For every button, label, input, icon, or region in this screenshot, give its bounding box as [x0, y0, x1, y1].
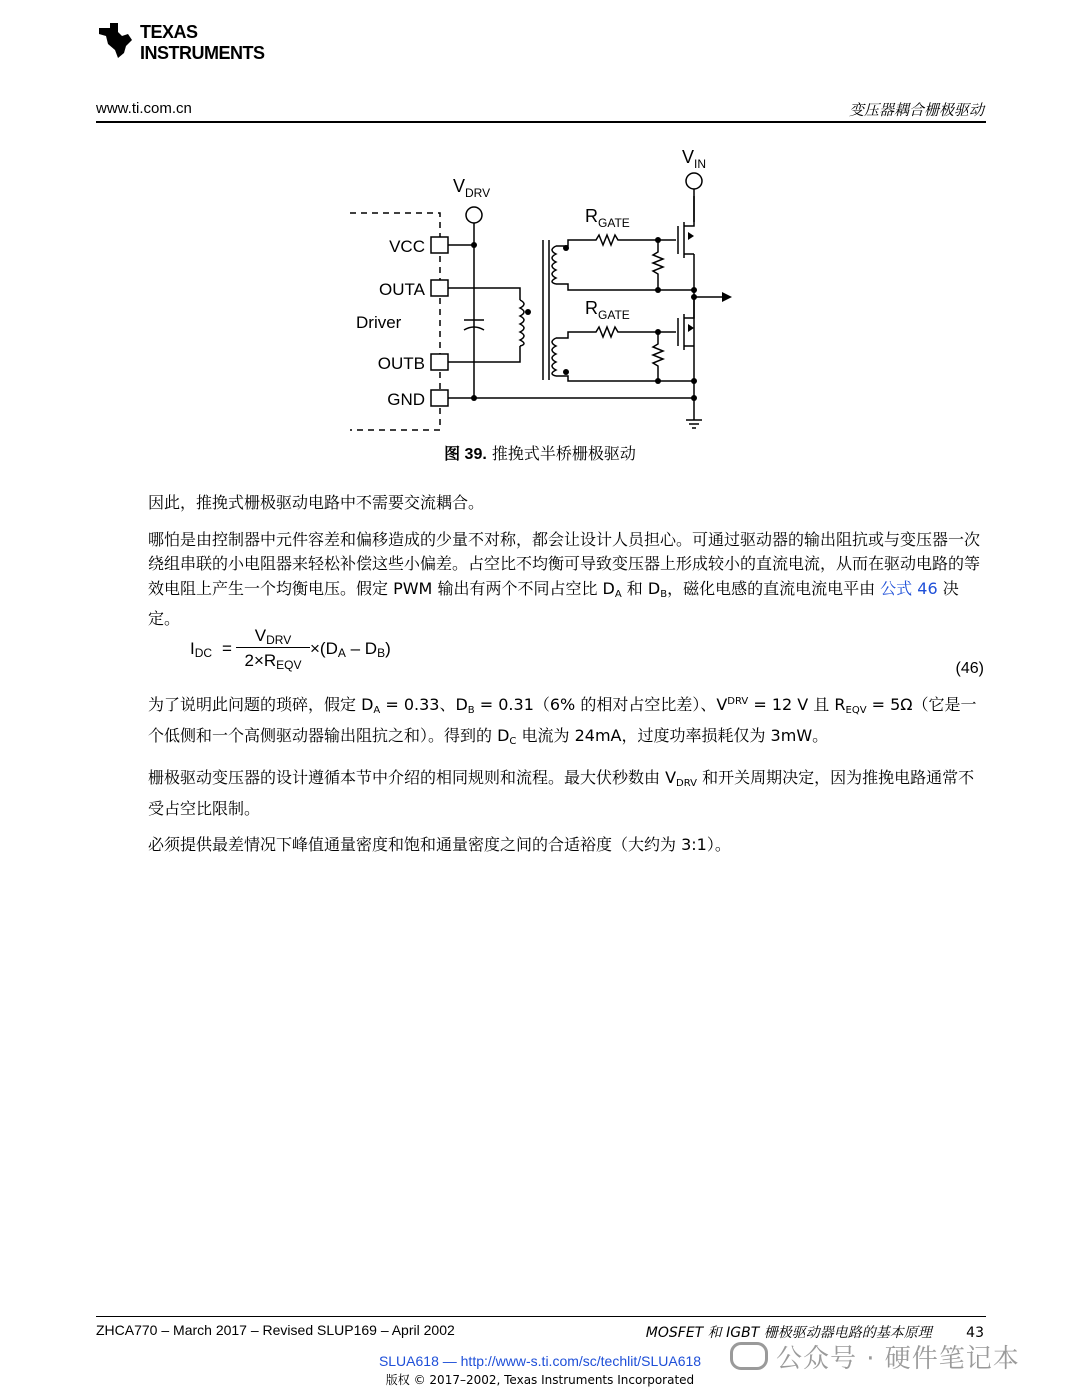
- label-outa: OUTA: [379, 280, 425, 299]
- footer-link[interactable]: SLUA618 — http://www-s.ti.com/sc/techlit/SLUA618: [378, 1353, 702, 1369]
- figure-number: 图 39.: [444, 446, 487, 463]
- wechat-icon: [730, 1342, 768, 1370]
- section-title: 变压器耦合栅极驱动: [848, 101, 984, 119]
- figure-caption: [0, 441, 1080, 464]
- label-outb: OUTB: [377, 354, 425, 373]
- site-url[interactable]: www.ti.com.cn: [96, 100, 192, 117]
- label-vin: $V_{IN}$: [682, 147, 707, 171]
- label-rgate-1: $R_{GATE}$: [585, 206, 630, 230]
- logo-line2: INSTRUMENTS: [140, 43, 265, 63]
- footer-copyright: 版权 © 2017–2002, Texas Instruments Incorporated: [385, 1373, 695, 1387]
- equation-link[interactable]: 公式 46: [880, 578, 938, 598]
- ti-logo: [96, 20, 266, 65]
- label-driver: Driver: [356, 313, 402, 332]
- label-gnd: GND: [387, 390, 425, 409]
- page-number: 43: [966, 1325, 984, 1341]
- equation-46: $I_{DC}$ = $V_{DRV}$ $2\times R_{EQV}$ $\times(D_A - D_B)$: [190, 626, 391, 672]
- footer-doc-id: ZHCA770 – March 2017 – Revised SLUP169 – April 2002: [96, 1322, 455, 1338]
- paragraph-4: 栅极驱动变压器的设计遵循本节中介绍的相同规则和流程。最大伏秒数由 $V_{DRV}$ 和开关周期决定，因为推挽电路通常不受占空比限制。: [148, 768, 975, 818]
- header-rule: [96, 121, 986, 123]
- logo-line1: TEXAS: [140, 22, 198, 42]
- label-vcc: VCC: [389, 237, 425, 256]
- footer-rule: [96, 1316, 986, 1317]
- label-vdrv: $V_{DRV}$: [453, 176, 491, 200]
- ti-logo-icon: [96, 20, 136, 60]
- paragraph-5: 必须提供最差情况下峰值通量密度和饱和通量密度之间的合适裕度（大约为 3:1）。: [148, 835, 731, 854]
- label-rgate-2: $R_{GATE}$: [585, 298, 630, 322]
- equation-number: (46): [955, 660, 984, 677]
- paragraph-1: 因此，推挽式栅极驱动电路中不需要交流耦合。: [148, 493, 485, 512]
- paragraph-3: 为了说明此问题的琐碎，假定 $D_A = 0.33$、$D_B = 0.31(6\%$ 的相对占空比差）、$V^{DRV} = 12$ V 且 $R_{EQV} = 5\Omega$（它是一个低侧和一个高侧驱动器输出阻抗之和）。得到的 $D_C$ 电流为 24mA，过度功率损耗仅为 3mW。: [148, 695, 977, 747]
- paragraph-2: 哪怕是由控制器中元件容差和偏移造成的少量不对称，都会让设计人员担心。可通过驱动器的输出阻抗或与变压器一次绕组串联的小电阻器来轻松补偿这些小偏差。占空比不均衡可导致变压器上形成较小的直流电流，从而在驱动电路的等效电阻上产生一个均衡电压。假定 PWM 输出有两个不同占空比 $D_A$ 和 $D_B$，磁化电感的直流电流电平由 公式 46 决定。: [148, 529, 981, 628]
- body-text-2: [148, 690, 988, 870]
- body-text: [148, 491, 988, 644]
- figure-caption-text: 推挽式半桥栅极驱动: [486, 444, 636, 463]
- watermark: 公众号 · 硬件笔记本: [730, 1338, 1020, 1375]
- circuit-diagram: [340, 140, 750, 435]
- footer-title: MOSFET 和 IGBT 栅极驱动器电路的基本原理 43: [645, 1325, 984, 1341]
